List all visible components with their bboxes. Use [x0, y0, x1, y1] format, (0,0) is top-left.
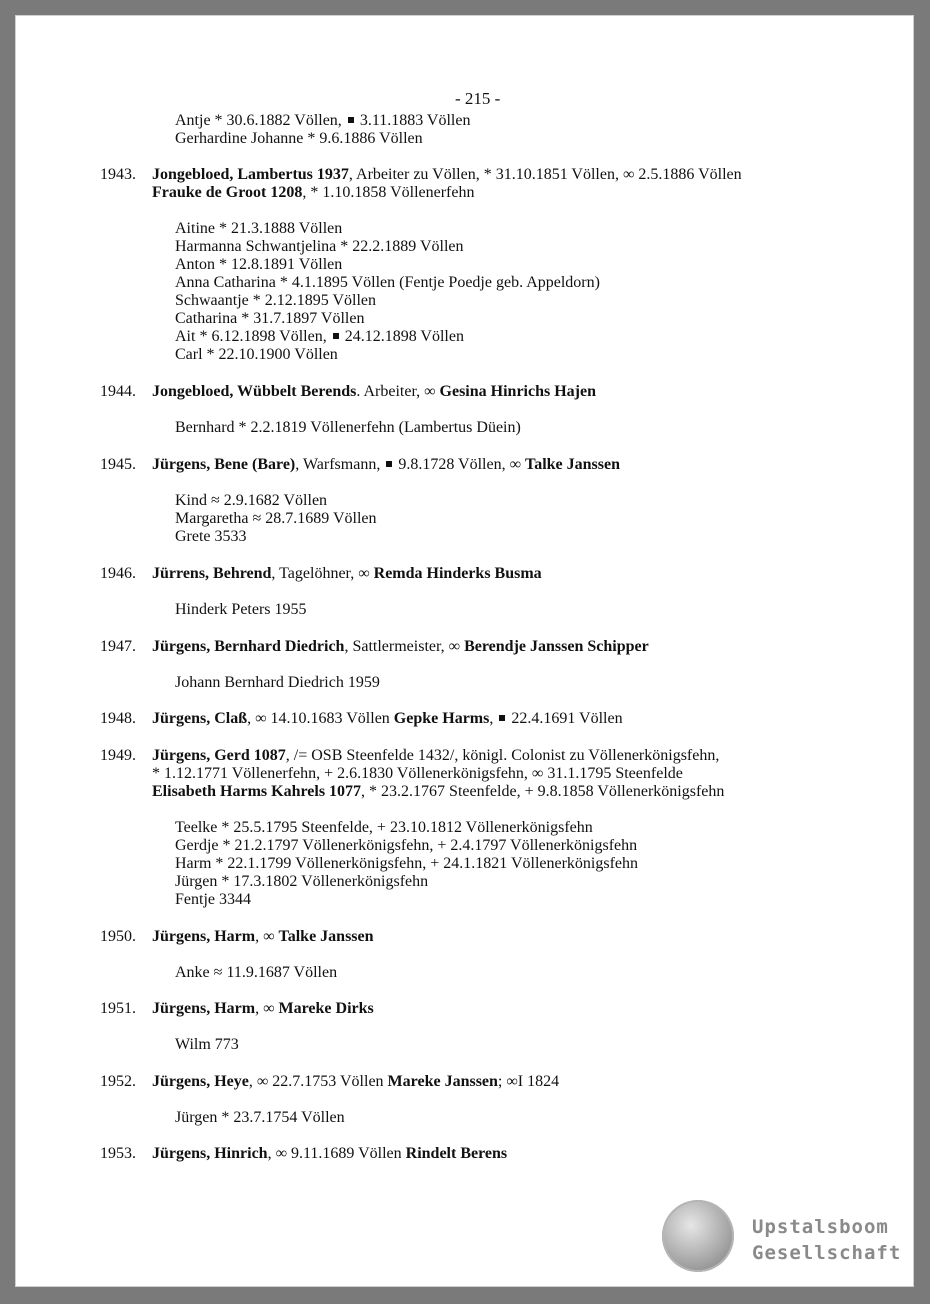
entry-number: 1949. — [100, 747, 136, 764]
child-line: Fentje 3344 — [175, 891, 251, 908]
entry-head: Jürgens, Bene (Bare), Warfsmann, 9.8.1728 Völlen, ∞ Talke Janssen — [152, 456, 620, 473]
child-line: Anna Catharina * 4.1.1895 Völlen (Fentje Poedje geb. Appeldorn) — [175, 274, 600, 291]
death-symbol-icon — [386, 461, 392, 467]
document-page — [15, 15, 914, 1287]
child-line: Anton * 12.8.1891 Völlen — [175, 256, 343, 273]
entry-spouse: Frauke de Groot 1208, * 1.10.1858 Völlenerfehn — [152, 184, 475, 201]
logo-text-line2: Gesellschaft — [752, 1242, 902, 1264]
entry-number: 1947. — [100, 638, 136, 655]
child-line: Jürgen * 17.3.1802 Völlenerkönigsfehn — [175, 873, 429, 890]
child-line: Antje * 30.6.1882 Völlen, 3.11.1883 Völlen — [175, 112, 471, 129]
entry-number: 1944. — [100, 383, 136, 400]
entry-number: 1950. — [100, 928, 136, 945]
child-line: Wilm 773 — [175, 1036, 239, 1053]
death-symbol-icon — [333, 333, 339, 339]
entry-number: 1948. — [100, 710, 136, 727]
page-number: - 215 - — [455, 89, 501, 108]
child-line: Gerdje * 21.2.1797 Völlenerkönigsfehn, + 2.4.1797 Völlenerkönigsfehn — [175, 837, 638, 854]
entry-head: Jürgens, Harm, ∞ Talke Janssen — [152, 928, 374, 945]
entry-head: Jürgens, Bernhard Diedrich, Sattlermeister, ∞ Berendje Janssen Schipper — [152, 638, 649, 655]
entry-number: 1952. — [100, 1073, 136, 1090]
seal-logo-icon — [662, 1200, 734, 1272]
child-line: Teelke * 25.5.1795 Steenfelde, + 23.10.1812 Völlenerkönigsfehn — [175, 819, 593, 836]
entry-head: Jürgens, Heye, ∞ 22.7.1753 Völlen Mareke Janssen; ∞I 1824 — [152, 1073, 560, 1090]
child-line: Johann Bernhard Diedrich 1959 — [175, 674, 380, 691]
child-line: Harm * 22.1.1799 Völlenerkönigsfehn, + 24.1.1821 Völlenerkönigsfehn — [175, 855, 639, 872]
entry-number: 1951. — [100, 1000, 136, 1017]
entry-number: 1945. — [100, 456, 136, 473]
child-line: Ait * 6.12.1898 Völlen, 24.12.1898 Völlen — [175, 328, 464, 345]
entry-head: Jongebloed, Lambertus 1937, Arbeiter zu Völlen, * 31.10.1851 Völlen, ∞ 2.5.1886 Völlen — [152, 166, 742, 183]
entry-head: Jürgens, Harm, ∞ Mareke Dirks — [152, 1000, 374, 1017]
logo-text-line1: Upstalsboom — [752, 1216, 889, 1238]
child-line: Hinderk Peters 1955 — [175, 601, 307, 618]
child-line: Bernhard * 2.2.1819 Völlenerfehn (Lambertus Düein) — [175, 419, 521, 436]
child-line: Kind ≈ 2.9.1682 Völlen — [175, 492, 328, 509]
child-line: Grete 3533 — [175, 528, 247, 545]
entry-spouse: Elisabeth Harms Kahrels 1077, * 23.2.1767 Steenfelde, + 9.8.1858 Völlenerkönigsfehn — [152, 783, 725, 800]
child-line: Harmanna Schwantjelina * 22.2.1889 Völlen — [175, 238, 464, 255]
death-symbol-icon — [499, 715, 505, 721]
entry-number: 1943. — [100, 166, 136, 183]
entry-number: 1953. — [100, 1145, 136, 1162]
entry-head: Jürgens, Gerd 1087, /= OSB Steenfelde 1432/, königl. Colonist zu Völlenerkönigsfehn, — [152, 747, 720, 764]
death-symbol-icon — [348, 117, 354, 123]
child-line: Catharina * 31.7.1897 Völlen — [175, 310, 365, 327]
child-line: Anke ≈ 11.9.1687 Völlen — [175, 964, 338, 981]
entry-number: 1946. — [100, 565, 136, 582]
child-line: Gerhardine Johanne * 9.6.1886 Völlen — [175, 130, 423, 147]
child-line: Jürgen * 23.7.1754 Völlen — [175, 1109, 345, 1126]
child-line: Schwaantje * 2.12.1895 Völlen — [175, 292, 377, 309]
child-line: Margaretha ≈ 28.7.1689 Völlen — [175, 510, 377, 527]
child-line: Carl * 22.10.1900 Völlen — [175, 346, 338, 363]
entry-head: * 1.12.1771 Völlenerfehn, + 2.6.1830 Völlenerkönigsfehn, ∞ 31.1.1795 Steenfelde — [152, 765, 683, 782]
entry-head: Jürgens, Hinrich, ∞ 9.11.1689 Völlen Rindelt Berens — [152, 1145, 508, 1162]
entry-head: Jongebloed, Wübbelt Berends. Arbeiter, ∞ Gesina Hinrichs Hajen — [152, 383, 596, 400]
entry-head: Jürrens, Behrend, Tagelöhner, ∞ Remda Hinderks Busma — [152, 565, 542, 582]
entry-head: Jürgens, Claß, ∞ 14.10.1683 Völlen Gepke Harms, 22.4.1691 Völlen — [152, 710, 623, 727]
child-line: Aitine * 21.3.1888 Völlen — [175, 220, 343, 237]
